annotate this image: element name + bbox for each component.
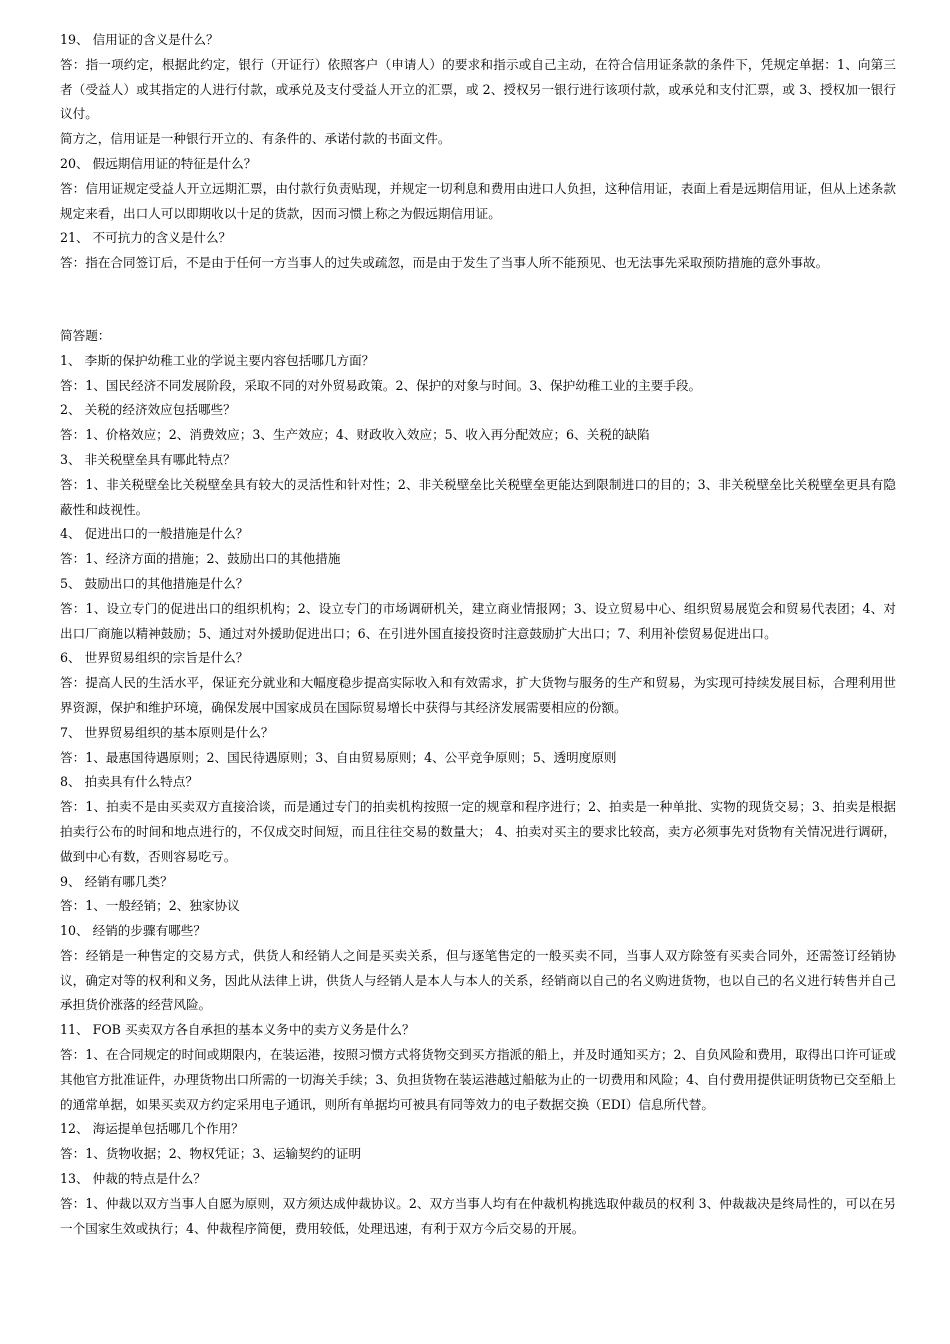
- question-20: 20、 假远期信用证的特征是什么？: [60, 155, 257, 171]
- answer-9: 答：1、一般经销；2、独家协议: [60, 898, 240, 914]
- question-1: 1、 李斯的保护幼稚工业的学说主要内容包括哪几方面？: [60, 352, 375, 368]
- question-21: 21、 不可抗力的含义是什么？: [60, 230, 232, 246]
- question-10: 10、 经销的步骤有哪些？: [60, 923, 206, 939]
- answer-8: 答：1、拍卖不是由买卖双方直接洽谈，而是通过专门的拍卖机构按照一定的规章和程序进行；2、拍卖是一种单批、实物的现货交易；3、拍卖是根据拍卖行公布的时间和地点进行的，不仅成交时间短，而且往往交易的数量大； 4、拍卖对买主的要求比较高，卖方必须事先对货物有关情况进行调研，做到中心有数，否则容易吃亏。: [60, 799, 896, 864]
- answer-20: 答：信用证规定受益人开立远期汇票，由付款行负责贴现，并规定一切利息和费用由进口人负担，这种信用证，表面上看是远期信用证，但从上述条款规定来看，出口人可以即期收以十足的货款，因而习惯上称之为假远期信用证。: [60, 180, 896, 221]
- answer-7: 答：1、最惠国待遇原则；2、国民待遇原则；3、自由贸易原则；4、公平竞争原则；5、透明度原则: [60, 749, 617, 765]
- answer-11: 答：1、在合同规定的时间或期限内，在装运港，按照习惯方式将货物交到买方指派的船上，并及时通知买方；2、自负风险和费用，取得出口许可证或其他官方批准证件，办理货物出口所需的一切海关手续；3、负担货物在装运港越过船舷为止的一切费用和风险；4、自付费用提供证明货物已交至船上的通常单据，如果买卖双方约定采用电子通讯，则所有单据均可被具有同等效力的电子数据交换（EDI）信息所代替。: [60, 1047, 896, 1112]
- answer-21: 答：指在合同签订后，不是由于任何一方当事人的过失或疏忽，而是由于发生了当事人所不能预见、也无法事先采取预防措施的意外事故。: [60, 255, 829, 271]
- question-7: 7、 世界贸易组织的基本原则是什么？: [60, 724, 274, 740]
- question-8: 8、 拍卖具有什么特点？: [60, 774, 198, 790]
- answer-19: 答：指一项约定，根据此约定，银行（开证行）依照客户（申请人）的要求和指示或自己主动，在符合信用证条款的条件下，凭规定单据：1、向第三者（受益人）或其指定的人进行付款，或承兑及支付受益人开立的汇票，或 2、授权另一银行进行该项付款，或承兑和支付汇票，或 3、授权加一银行议付。: [60, 56, 896, 122]
- question-6: 6、 世界贸易组织的宗旨是什么？: [60, 650, 249, 666]
- question-11: 11、 FOB 买卖双方各自承担的基本义务中的卖方义务是什么？: [60, 1022, 415, 1038]
- answer-12: 答：1、货物收据；2、物权凭证；3、运输契约的证明: [60, 1146, 362, 1162]
- question-2: 2、 关税的经济效应包括哪些？: [60, 402, 236, 418]
- section-title: 简答题：: [60, 327, 111, 343]
- part1-block: [60, 28, 896, 276]
- question-12: 12、 海运提单包括哪几个作用？: [60, 1121, 244, 1137]
- question-13: 13、 仲裁的特点是什么？: [60, 1171, 206, 1187]
- answer-2: 答：1、价格效应；2、消费效应；3、生产效应；4、财政收入效应；5、收入再分配效应；6、关税的缺陷: [60, 427, 650, 443]
- section-spacer: [60, 276, 896, 324]
- answer-10: 答：经销是一种售定的交易方式，供货人和经销人之间是买卖关系，但与逐笔售定的一般买卖不同，当事人双方除签有买卖合同外，还需签订经销协议，确定对等的权利和义务，因此从法律上讲，供货人与经销人是本人与本人的关系，经销商以自己的名义购进货物，也以自己的名义进行转售并自己承担货价涨落的经营风险。: [60, 947, 896, 1013]
- question-4: 4、 促进出口的一般措施是什么？: [60, 526, 249, 542]
- document-page: [60, 28, 896, 1241]
- question-9: 9、 经销有哪几类？: [60, 873, 173, 889]
- answer-1: 答：1、国民经济不同发展阶段，采取不同的对外贸易政策。2、保护的对象与时间。3、保护幼稚工业的主要手段。: [60, 377, 702, 393]
- answer-5: 答：1、设立专门的促进出口的组织机构；2、设立专门的市场调研机关，建立商业情报网；3、设立贸易中心、组织贸易展览会和贸易代表团；4、对出口厂商施以精神鼓励；5、通过对外援助促进出口；6、在引进外国直接投资时注意鼓励扩大出口；7、利用补偿贸易促进出口。: [60, 600, 896, 641]
- question-19: 19、 信用证的含义是什么？: [60, 32, 219, 47]
- answer-13: 答：1、仲裁以双方当事人自愿为原则，双方须达成仲裁协议。2、双方当事人均有在仲裁机构挑选取仲裁员的权利 3、仲裁裁决是终局性的，可以在另一个国家生效或执行；4、仲裁程序简便，费用较低，处理迅速，有利于双方今后交易的开展。: [60, 1195, 896, 1236]
- part2-block: [60, 349, 896, 1242]
- answer-4: 答：1、经济方面的措施；2、鼓励出口的其他措施: [60, 551, 341, 567]
- question-5: 5、 鼓励出口的其他措施是什么？: [60, 575, 249, 591]
- question-3: 3、 非关税壁垒具有哪此特点？: [60, 451, 236, 467]
- answer-19-summary: 简方之，信用证是一种银行开立的、有条件的、承诺付款的书面文件。: [60, 131, 451, 147]
- answer-6: 答：提高人民的生活水平，保证充分就业和大幅度稳步提高实际收入和有效需求，扩大货物与服务的生产和贸易，为实现可持续发展目标，合理利用世界资源，保护和维护环境，确保发展中国家成员在国际贸易增长中获得与其经济发展需要相应的份额。: [60, 675, 896, 715]
- answer-3: 答：1、非关税壁垒比关税壁垒具有较大的灵活性和针对性；2、非关税壁垒比关税壁垒更能达到限制进口的目的；3、非关税壁垒比关税壁垒更具有隐蔽性和歧视性。: [60, 476, 896, 517]
